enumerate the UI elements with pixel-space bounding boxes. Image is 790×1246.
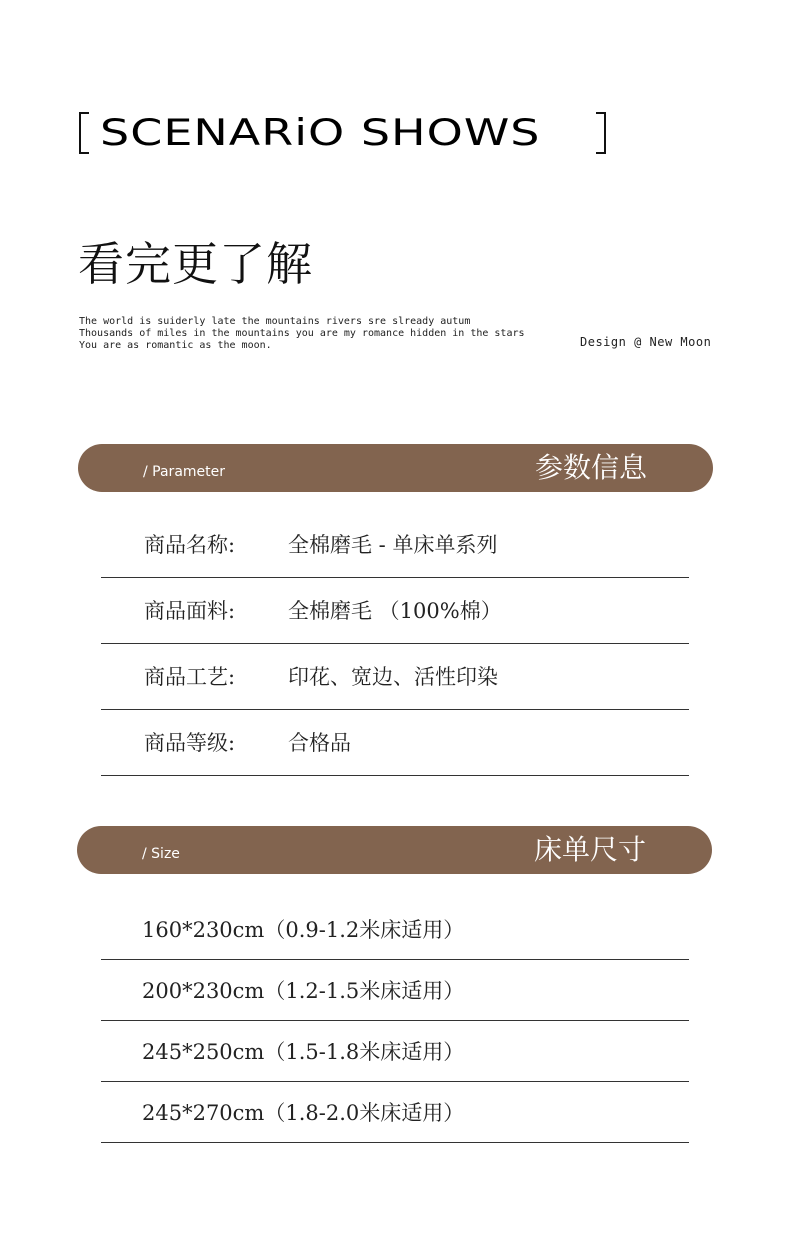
row-value: 全棉磨毛 （100%棉） [288, 599, 502, 623]
size-value: 200*230cm（1.2-1.5米床适用） [142, 979, 465, 1003]
size-value: 245*250cm（1.5-1.8米床适用） [142, 1040, 465, 1064]
row-label: 商品面料: [144, 599, 236, 623]
tagline-line: The world is suiderly late the mountains rivers sre slready autum [79, 316, 471, 327]
design-credit: Design @ New Moon [580, 335, 712, 349]
tagline-line: Thousands of miles in the mountains you are my romance hidden in the stars [79, 328, 525, 339]
parameter-row-grade [101, 709, 689, 776]
size-row [101, 1081, 689, 1143]
parameter-row-name [101, 511, 689, 578]
tagline [79, 316, 539, 352]
parameter-banner [78, 444, 713, 492]
parameter-cn-label: 参数信息 [534, 451, 647, 484]
parameter-row-craft [101, 643, 689, 710]
hero-title: SCENARiO SHOWS [100, 110, 541, 154]
size-row [101, 959, 689, 1021]
size-row [101, 1020, 689, 1082]
size-row [101, 898, 689, 960]
size-cn-label: 床单尺寸 [533, 833, 646, 866]
tagline-line: You are as romantic as the moon. [79, 340, 272, 351]
row-value: 全棉磨毛 - 单床单系列 [288, 533, 498, 557]
parameter-en-label: / Parameter [143, 464, 226, 480]
size-en-label: / Size [142, 846, 180, 862]
size-banner [77, 826, 712, 874]
size-value: 160*230cm（0.9-1.2米床适用） [142, 918, 465, 942]
right-bracket [596, 112, 606, 154]
row-label: 商品名称: [144, 533, 236, 557]
size-value: 245*270cm（1.8-2.0米床适用） [142, 1101, 465, 1125]
row-label: 商品工艺: [144, 665, 236, 689]
row-label: 商品等级: [144, 731, 236, 755]
row-value: 合格品 [288, 731, 351, 755]
page-heading: 看完更了解 [78, 237, 313, 291]
row-value: 印花、宽边、活性印染 [288, 665, 498, 689]
left-bracket [79, 112, 89, 154]
parameter-row-fabric [101, 577, 689, 644]
